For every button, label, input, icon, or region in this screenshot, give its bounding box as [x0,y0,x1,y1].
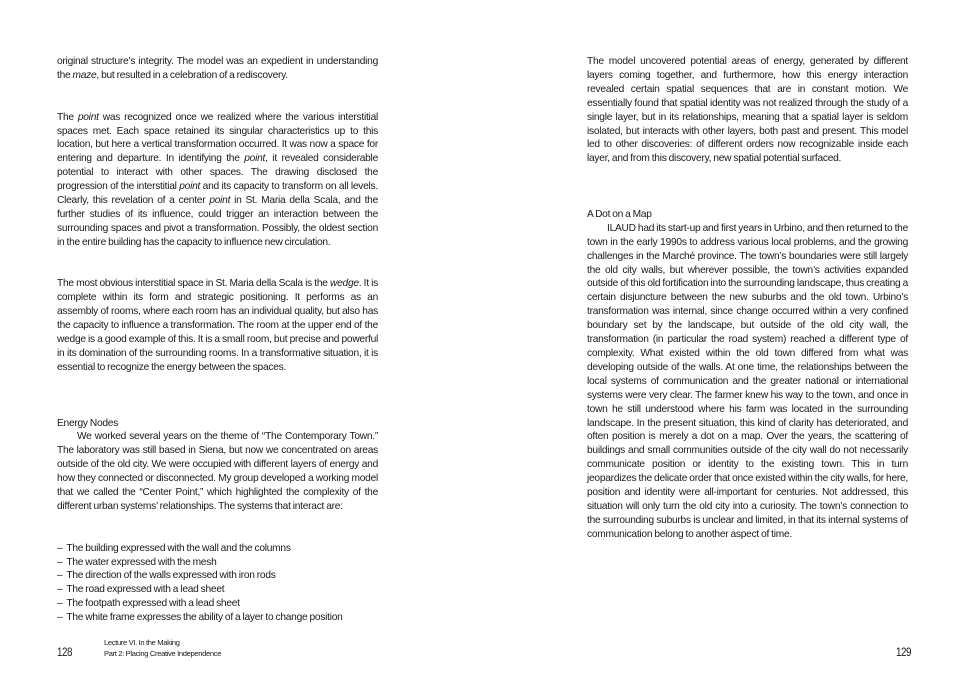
dash-bullet: – [57,542,63,554]
text-run: was recognized once we realized where the various interstitial spaces met. Each space retained its singular characteristics up to this location, but here a vertical transformation occurred. It was now a space for entering and departure. In identifying the [57,111,378,165]
text-run: The [57,111,78,123]
list-item-text: The footpath expressed with a lead sheet [66,598,240,610]
paragraph-model-energy: The model uncovered potential areas of energy, generated by different layers coming together, and furthermore, how this energy interaction revealed certain spatial sequences that are in constant motion. We essentially found that spatial identity was not realized through the study of a single layer, but in its relationships, meaning that a spatial layer is seldom isolated, but interacts with other layers, both past and present. This model led to other discoveries: of different orders now recognizable inside each layer, and from this discovery, new spatial potential surfaced. [587,56,908,165]
text-run: in St. Maria della Scala, and the further studies of its influence, could trigger an interaction between the surrounding spaces and pivot a transformation. Possibly, the oldest section in the entire building has the capacity to influence new circulation. [57,195,379,248]
page-number-right: 129 [896,645,911,659]
section-heading-dot-on-map: A Dot on a Map [587,208,652,220]
emphasis-point: point [77,111,99,123]
list-item [57,583,378,597]
text-run: The most obvious interstitial space in St. Maria della Scala is the [57,278,331,290]
list-item [57,611,378,625]
paragraph-wedge [57,277,378,374]
dash-bullet: – [57,598,63,610]
page-number-left: 128 [57,645,72,659]
text-run: original structure’s integrity. The model was an expedient in understanding the [57,56,378,81]
text-run: . It is complete within its form and strategic positioning. It performs as an assembly of rooms, where each room has an individual quality, but also has the capacity to influence a transformation. The room at the upper end of the wedge is a good example of this. It is a small room, but precise and powerful in its domination of the surrounding rooms. In a transformative situation, it is essential to recognize the energy between the spaces. [57,278,379,373]
emphasis-maze: maze [72,69,97,81]
list-item-text: The road expressed with a lead sheet [66,584,225,596]
paragraph-maze [57,55,378,83]
dash-bullet: – [57,570,63,582]
dash-bullet: – [57,556,63,568]
emphasis-wedge: wedge [330,278,359,290]
emphasis-point: point [209,195,231,207]
list-item [57,597,378,611]
paragraph-point [57,111,378,250]
list-item-text: The water expressed with the mesh [66,556,217,568]
running-footer [104,637,221,659]
list-item [57,569,378,583]
emphasis-point: point [179,181,201,193]
list-item-text: The direction of the walls expressed with iron rods [66,570,276,582]
emphasis-point: point [244,153,266,165]
dash-bullet: – [57,612,63,624]
paragraph-dot-on-map: ILAUD had its start-up and first years in Urbino, and then returned to the town in the early 1990s to address various local problems, and the growing challenges in the Marché province. The town’s boundaries were still largely the old city walls, but wherever possible, the town’s activities expanded outside of this old fortification into the surrounding landscape, thus creating a certain disjuncture between the new suburbs and the old town. Urbino’s transformation was internal, since change occurred within a very confined boundary set by the landscape, but outside of the old city wall, the transformation (in particular the road system) reached a different type of complexity. What existed within the old town differed from what was developing outside of the walls. At one time, the relationships between the local systems of communication and the greater national or international systems were very clear. The farmer knew his way to the town, and once in town he still understood where his farm was located in the surrounding landscape. In the present situation, this kind of clarity has deteriorated, and often position is merely a dot on a map. Over the years, the scattering of buildings and small communities outside of the city wall do not necessarily communicate position or identity to the existing town. This in turn jeopardizes the delicate order that once existed within the city walls, for here, position and identity were all-important for centuries. Not addressed, this situation will only turn the old city into a curiosity. The town’s connection to the surrounding suburbs is unclear and limited, in that its internal systems of communication belong to another aspect of time. [587,222,908,540]
paragraph-energy-nodes: We worked several years on the theme of “The Contemporary Town.” The laboratory was still based in Siena, but now we concentrated on areas outside of the old city. We were occupied with different layers of energy and how they connected or disconnected. My group developed a working model that we called the “Center Point,” which highlighted the complexity of the different urban systems’ relationships. The systems that interact are: [57,431,378,512]
list-item [57,542,378,556]
dash-bullet: – [57,584,63,596]
list-item [57,556,378,570]
right-page [482,0,964,681]
running-footer-lecture: Lecture VI. In the Making [104,638,180,647]
list-item-text: The white frame expresses the ability of a layer to change position [66,612,343,624]
right-text-column [587,55,908,556]
systems-list [57,542,378,625]
list-item-text: The building expressed with the wall and the columns [66,542,291,554]
section-heading-energy-nodes: Energy Nodes [57,417,119,429]
text-run: , but resulted in a celebration of a rediscovery. [96,69,288,81]
text-run: , it revealed considerable potential to interact with other spaces. The drawing disclosed the progression of the interstitial [57,153,378,193]
text-run: and its capacity to transform on all levels. Clearly, this revelation of a center [57,181,378,207]
running-footer-part: Part 2: Placing Creative Independence [104,649,222,658]
left-text-column [57,55,378,625]
